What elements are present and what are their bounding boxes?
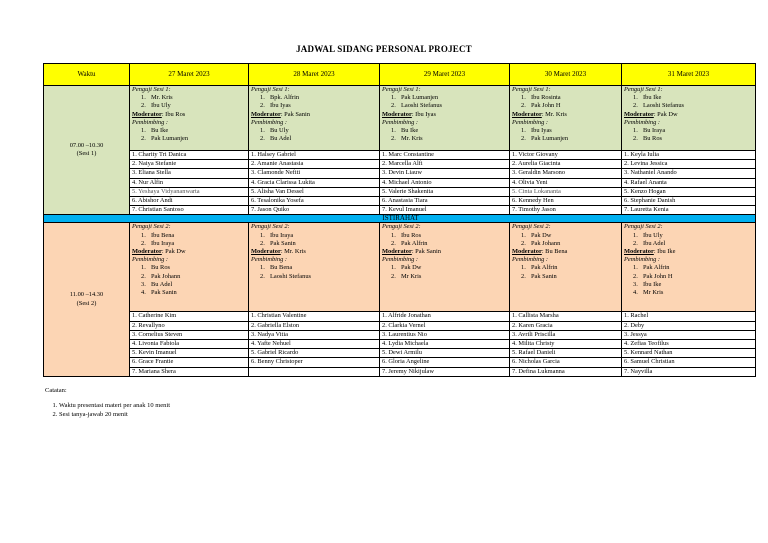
list-number: 1. xyxy=(633,231,638,239)
student-cell: 4. Lydia Michaela xyxy=(380,340,510,349)
pembimbing-item-text: Bu Adel xyxy=(151,280,173,288)
pembimbing-title: Pembimbing : xyxy=(132,118,169,126)
student-cell: 2. Marcella Alfi xyxy=(380,160,510,169)
student-cell: 3. Nathaniel Anando xyxy=(622,169,756,178)
penguji-item xyxy=(512,102,621,110)
pembimbing-item-text: Bu Ike xyxy=(401,127,419,135)
penguji-item-text: Ibu Adel xyxy=(643,239,666,247)
list-number: 4. xyxy=(633,289,638,297)
header-cell: 30 Maret 2023 xyxy=(510,64,622,86)
list-number: 1. xyxy=(391,94,396,102)
pembimbing-item xyxy=(251,264,379,272)
pembimbing-item-text: Pak Lumanjen xyxy=(531,135,569,143)
penguji-item-text: Ibu Ike xyxy=(643,94,662,102)
pembimbing-item xyxy=(624,273,755,281)
pembimbing-item-text: Bu Ike xyxy=(151,127,169,135)
penguji-item xyxy=(251,240,379,248)
student-cell: 5. Kennard Nathan xyxy=(622,349,756,358)
list-number: 2. xyxy=(633,272,638,280)
moderator-line xyxy=(382,111,509,119)
student-row xyxy=(44,349,756,358)
pembimbing-title: Pembimbing : xyxy=(382,256,419,264)
moderator-name: : Pak Dw xyxy=(653,110,678,118)
penguji-item xyxy=(251,232,379,240)
moderator-label: Moderator xyxy=(132,110,162,118)
moderator-label: Moderator xyxy=(251,248,281,256)
pembimbing-title: Pembimbing : xyxy=(624,256,661,264)
session-time-cell xyxy=(44,86,130,215)
moderator-line xyxy=(132,111,248,119)
pembimbing-item-text: Bu Adel xyxy=(270,135,292,143)
student-row xyxy=(44,160,756,169)
student-cell: 2. Naiya Stefanie xyxy=(130,160,249,169)
list-number: 1. xyxy=(260,127,265,135)
student-row xyxy=(44,330,756,339)
penguji-item-text: Ibu Bena xyxy=(151,231,175,239)
student-row xyxy=(44,178,756,187)
schedule-table xyxy=(43,63,756,377)
pembimbing-item xyxy=(132,127,248,135)
list-number: 1. xyxy=(633,264,638,272)
student-cell: 5. Valerie Shakenita xyxy=(380,187,510,196)
penguji-title: Penguji Sesi 1: xyxy=(251,86,290,93)
list-number: 2. xyxy=(391,239,396,247)
list-number: 2. xyxy=(391,272,396,280)
list-number: 1. xyxy=(141,94,146,102)
student-cell: 3. Avrili Priscilla xyxy=(510,330,622,339)
list-number: 1. xyxy=(141,127,146,135)
panel-cell xyxy=(130,86,249,151)
panel-cell xyxy=(380,86,510,151)
student-cell: 3. Devin Liauw xyxy=(380,169,510,178)
student-cell: 1. Victor Giovany xyxy=(510,151,622,160)
list-number: 1. xyxy=(391,231,396,239)
penguji-item-text: Ibu Uly xyxy=(643,231,663,239)
penguji-item xyxy=(624,102,755,110)
moderator-name: : Bu Bena xyxy=(541,248,568,256)
penguji-item xyxy=(512,94,621,102)
pembimbing-item-text: Ibu Ike xyxy=(643,280,662,288)
student-row xyxy=(44,367,756,376)
list-number: 1. xyxy=(633,127,638,135)
list-number: 1. xyxy=(521,231,526,239)
moderator-label: Moderator xyxy=(132,248,162,256)
panel-cell xyxy=(380,223,510,312)
list-number: 2. xyxy=(141,135,146,143)
moderator-label: Moderator xyxy=(251,110,281,118)
penguji-item xyxy=(132,94,248,102)
student-row xyxy=(44,358,756,367)
penguji-title: Penguji Sesi 1: xyxy=(382,86,421,93)
pembimbing-item-text: Pak Johann xyxy=(151,272,181,280)
pembimbing-item xyxy=(132,273,248,281)
student-cell: 7. Christian Santoso xyxy=(130,206,249,215)
student-cell: 5. Kenzo Hogan xyxy=(622,187,756,196)
header-cell: 29 Maret 2023 xyxy=(380,64,510,86)
break-label: ISTIRAHAT xyxy=(44,215,756,223)
penguji-title: Penguji Sesi 1: xyxy=(512,86,551,93)
student-cell: 7. Mariana Shera xyxy=(130,367,249,376)
pembimbing-item-text: Pak Sanin xyxy=(151,289,177,297)
header-cell: Waktu xyxy=(44,64,130,86)
list-number: 2. xyxy=(141,102,146,110)
pembimbing-item-text: Mr Kris xyxy=(401,272,422,280)
student-cell: 4. Michael Antonio xyxy=(380,178,510,187)
pembimbing-title: Pembimbing : xyxy=(624,118,661,126)
student-cell: 4. Zefias Teofilus xyxy=(622,340,756,349)
student-cell: 4. Livonia Fabiola xyxy=(130,340,249,349)
pembimbing-item xyxy=(382,273,509,281)
penguji-item xyxy=(624,94,755,102)
pembimbing-item xyxy=(512,135,621,143)
pembimbing-item xyxy=(251,127,379,135)
list-number: 1. xyxy=(141,264,146,272)
penguji-item xyxy=(251,102,379,110)
pembimbing-item xyxy=(512,273,621,281)
moderator-name: : Pak Sanin xyxy=(280,110,310,118)
student-cell: 7. Lauretta Kenia xyxy=(622,206,756,215)
moderator-line xyxy=(624,111,755,119)
penguji-item xyxy=(132,232,248,240)
student-cell: 6. Benny Christoper xyxy=(249,358,380,367)
pembimbing-item xyxy=(624,281,755,289)
pembimbing-item xyxy=(512,264,621,272)
panel-cell xyxy=(510,86,622,151)
pembimbing-item xyxy=(251,135,379,143)
student-cell: 1. Alfride Jonathan xyxy=(380,312,510,321)
list-number: 1. xyxy=(391,127,396,135)
pembimbing-item xyxy=(132,289,248,297)
student-cell: 4. Olivia Yeni xyxy=(510,178,622,187)
list-number: 2. xyxy=(633,135,638,143)
penguji-item-text: Ibu Ros xyxy=(401,231,422,239)
student-cell: 4. Milita Christy xyxy=(510,340,622,349)
penguji-item xyxy=(624,240,755,248)
penguji-title: Penguji Sesi 2: xyxy=(382,223,421,231)
student-cell: 2. Clarkia Vernel xyxy=(380,321,510,330)
list-number: 1. xyxy=(521,264,526,272)
student-cell: 4. Nur Alfin xyxy=(130,178,249,187)
list-number: 2. xyxy=(521,272,526,280)
list-number: 1. xyxy=(633,94,638,102)
list-number: 3. xyxy=(141,280,146,288)
pembimbing-item-text: Bu Uly xyxy=(270,127,289,135)
pembimbing-item xyxy=(512,127,621,135)
list-number: 2. xyxy=(260,102,265,110)
student-cell: 3. Clamonde Nefiti xyxy=(249,169,380,178)
student-cell: 2. Aurelia Giacinta xyxy=(510,160,622,169)
pembimbing-item xyxy=(624,289,755,297)
student-cell: 7. Nayvilla xyxy=(622,367,756,376)
penguji-item-text: Laoshi Stefanus xyxy=(643,102,684,110)
penguji-title: Penguji Sesi 2: xyxy=(624,223,663,231)
list-number: 1. xyxy=(141,231,146,239)
session-time: 07.00 –10.30 xyxy=(69,142,104,149)
session-time: 11.00 –14.30 xyxy=(69,291,104,299)
student-cell: 4. Gracia Clarissa Lukita xyxy=(249,178,380,187)
session-time-cell xyxy=(44,223,130,376)
penguji-item xyxy=(512,232,621,240)
moderator-name: : Mr. Kris xyxy=(280,248,306,256)
penguji-item-text: Ibu Iraya xyxy=(151,239,175,247)
student-cell: 1. Callista Marsha xyxy=(510,312,622,321)
student-cell: 5. Gabriel Ricardo xyxy=(249,349,380,358)
penguji-item-text: Pak Lumanjen xyxy=(401,94,439,102)
student-cell: 2. Gabriella Elston xyxy=(249,321,380,330)
student-cell xyxy=(249,367,380,376)
list-number: 1. xyxy=(391,264,396,272)
student-cell: 6. Nicholas Garcia xyxy=(510,358,622,367)
penguji-item-text: Pak Sanin xyxy=(270,239,296,247)
student-cell: 3. Nadya Vitia xyxy=(249,330,380,339)
header-row xyxy=(44,64,756,86)
notes-title: Catatan: xyxy=(45,387,67,394)
list-number: 1. xyxy=(521,127,526,135)
moderator-name: : Mr. Kris xyxy=(541,110,567,118)
student-cell: 2. Amanie Anastasia xyxy=(249,160,380,169)
pembimbing-title: Pembimbing : xyxy=(512,118,549,126)
student-cell: 2. Revallyno xyxy=(130,321,249,330)
penguji-item xyxy=(382,94,509,102)
moderator-name: : Pak Sanin xyxy=(411,248,441,256)
penguji-title: Penguji Sesi 2: xyxy=(512,223,551,231)
student-cell: 5. Yeshaya Vidyananwarta xyxy=(130,187,249,196)
student-cell: 1. Keyla Iulia xyxy=(622,151,756,160)
break-row xyxy=(44,215,756,223)
list-number: 1. xyxy=(260,264,265,272)
pembimbing-item-text: Pak Dw xyxy=(401,264,422,272)
list-number: 1. xyxy=(260,231,265,239)
moderator-label: Moderator xyxy=(512,110,542,118)
student-row xyxy=(44,321,756,330)
header-cell: 31 Maret 2023 xyxy=(622,64,756,86)
student-cell: 6. Anastasia Tiara xyxy=(380,197,510,206)
penguji-title: Penguji Sesi 2: xyxy=(132,223,171,231)
student-cell: 7. Jason Quiko xyxy=(249,206,380,215)
note-item: 2. Sesi tanya-jawab 20 menit xyxy=(59,410,170,419)
list-number: 2. xyxy=(521,135,526,143)
list-number: 2. xyxy=(633,239,638,247)
pembimbing-title: Pembimbing : xyxy=(132,256,169,264)
penguji-item-text: Ibu Uly xyxy=(151,102,171,110)
student-cell: 3. Laurentius Nio xyxy=(380,330,510,339)
moderator-name: : Ibu Ros xyxy=(161,110,186,118)
penguji-item-text: Bpk. Alfrin xyxy=(270,94,300,102)
penguji-item-text: Pak Johann xyxy=(531,239,561,247)
penguji-item-text: Laoshi Stefanus xyxy=(401,102,442,110)
pembimbing-item xyxy=(382,127,509,135)
pembimbing-item xyxy=(132,281,248,289)
student-cell: 3. Geraldin Marsono xyxy=(510,169,622,178)
penguji-title: Penguji Sesi 1: xyxy=(624,86,663,93)
moderator-line xyxy=(132,248,248,256)
moderator-label: Moderator xyxy=(624,248,654,256)
list-number: 2. xyxy=(521,102,526,110)
student-cell: 2. Deby xyxy=(622,321,756,330)
pembimbing-item xyxy=(132,135,248,143)
pembimbing-item-text: Mr. Kris xyxy=(401,135,423,143)
student-cell: 3. Eliana Stella xyxy=(130,169,249,178)
student-cell: 6. Abishor Andi xyxy=(130,197,249,206)
student-cell: 5. Alisha Van Dessel xyxy=(249,187,380,196)
pembimbing-item xyxy=(624,127,755,135)
penguji-item-text: Pak John H xyxy=(531,102,561,110)
student-row xyxy=(44,312,756,321)
moderator-label: Moderator xyxy=(382,248,412,256)
student-cell: 1. Catherine Kim xyxy=(130,312,249,321)
student-cell: 7. Kevul Imanuel xyxy=(380,206,510,215)
student-cell: 6. Kennedy Hen xyxy=(510,197,622,206)
session-label: (Sesi 2) xyxy=(76,299,97,307)
student-cell: 3. Cornelius Steven xyxy=(130,330,249,339)
pembimbing-item-text: Pak John H xyxy=(643,272,673,280)
student-cell: 5. Rafael Danieli xyxy=(510,349,622,358)
student-cell: 1. Christian Valentine xyxy=(249,312,380,321)
session-label: (Sesi 1) xyxy=(76,150,97,158)
student-cell: 3. Jessya xyxy=(622,330,756,339)
student-cell: 5. Kevin Imanuel xyxy=(130,349,249,358)
list-number: 1. xyxy=(260,94,265,102)
list-number: 2. xyxy=(260,135,265,143)
pembimbing-title: Pembimbing : xyxy=(382,118,419,126)
panel-cell xyxy=(622,223,756,312)
student-cell: 6. Samuel Christian xyxy=(622,358,756,367)
list-number: 3. xyxy=(633,280,638,288)
penguji-item xyxy=(132,102,248,110)
moderator-line xyxy=(624,248,755,256)
list-number: 2. xyxy=(633,102,638,110)
student-row xyxy=(44,206,756,215)
panel-cell xyxy=(130,223,249,312)
penguji-item xyxy=(382,232,509,240)
moderator-line xyxy=(251,111,379,119)
student-row xyxy=(44,151,756,160)
pembimbing-item-text: Pak Lumanjen xyxy=(151,135,189,143)
student-row xyxy=(44,187,756,196)
penguji-item xyxy=(132,240,248,248)
penguji-item-text: Ibu Iraya xyxy=(270,231,294,239)
penguji-item-text: Pak Alfrin xyxy=(401,239,428,247)
student-cell: 7. Defina Lukmanna xyxy=(510,367,622,376)
pembimbing-title: Pembimbing : xyxy=(251,118,288,126)
pembimbing-item-text: Laoshi Stefanus xyxy=(270,272,311,280)
pembimbing-item-text: Bu Ros xyxy=(151,264,171,272)
pembimbing-item-text: Pak Alfrin xyxy=(531,264,558,272)
student-cell: 2. Karen Gracia xyxy=(510,321,622,330)
pembimbing-item-text: Mr Kris xyxy=(643,289,664,297)
moderator-line xyxy=(382,248,509,256)
pembimbing-item xyxy=(382,135,509,143)
student-cell: 1. Halsey Gabriel xyxy=(249,151,380,160)
pembimbing-item xyxy=(624,264,755,272)
student-cell: 1. Marc Constantine xyxy=(380,151,510,160)
list-number: 4. xyxy=(141,289,146,297)
pembimbing-item xyxy=(382,264,509,272)
moderator-line xyxy=(512,248,621,256)
list-number: 2. xyxy=(260,239,265,247)
list-number: 2. xyxy=(521,239,526,247)
session-row xyxy=(44,223,756,312)
penguji-title: Penguji Sesi 1: xyxy=(132,86,171,93)
student-cell: 2. Levina Jessica xyxy=(622,160,756,169)
panel-cell xyxy=(622,86,756,151)
student-cell: 5. Dewi Armilu xyxy=(380,349,510,358)
penguji-item-text: Ibu Iyas xyxy=(270,102,291,110)
session-row xyxy=(44,86,756,151)
panel-cell xyxy=(249,223,380,312)
list-number: 2. xyxy=(391,102,396,110)
student-cell: 7. Jeremy Nikijulaw xyxy=(380,367,510,376)
penguji-item xyxy=(382,240,509,248)
header-cell: 28 Maret 2023 xyxy=(249,64,380,86)
penguji-title: Penguji Sesi 2: xyxy=(251,223,290,231)
moderator-line xyxy=(251,248,379,256)
student-cell: 5. Cinta Lokananta xyxy=(510,187,622,196)
pembimbing-item-text: Bu Ros xyxy=(643,135,663,143)
pembimbing-title: Pembimbing : xyxy=(512,256,549,264)
penguji-item-text: Pak Dw xyxy=(531,231,552,239)
student-cell: 4. Yafte Nehuel xyxy=(249,340,380,349)
penguji-item xyxy=(251,94,379,102)
header-cell: 27 Maret 2023 xyxy=(130,64,249,86)
panel-cell xyxy=(510,223,622,312)
student-cell: 1. Rachel xyxy=(622,312,756,321)
list-number: 2. xyxy=(141,239,146,247)
list-number: 2. xyxy=(141,272,146,280)
pembimbing-item-text: Ibu Iyas xyxy=(531,127,552,135)
student-cell: 6. Gloria Angeline xyxy=(380,358,510,367)
list-number: 2. xyxy=(391,135,396,143)
moderator-label: Moderator xyxy=(382,110,412,118)
moderator-name: : Pak Dw xyxy=(161,248,186,256)
note-item: 1. Waktu presentasi materi per anak 10 menit xyxy=(59,401,170,410)
moderator-label: Moderator xyxy=(624,110,654,118)
student-cell: 1. Charity Tri Danica xyxy=(130,151,249,160)
pembimbing-item-text: Bu Iraya xyxy=(643,127,666,135)
list-number: 1. xyxy=(521,94,526,102)
student-cell: 6. Stephanie Danish xyxy=(622,197,756,206)
pembimbing-item-text: Pak Alfrin xyxy=(643,264,670,272)
student-cell: 6. Tesalonika Yosefa xyxy=(249,197,380,206)
pembimbing-item-text: Pak Sanin xyxy=(531,272,557,280)
penguji-item xyxy=(512,240,621,248)
student-row xyxy=(44,169,756,178)
penguji-item-text: Mr. Kris xyxy=(151,94,173,102)
penguji-item-text: Ibu Rosinta xyxy=(531,94,561,102)
list-number: 2. xyxy=(260,272,265,280)
pembimbing-item xyxy=(132,264,248,272)
pembimbing-item xyxy=(251,273,379,281)
student-row xyxy=(44,340,756,349)
penguji-item xyxy=(382,102,509,110)
panel-cell xyxy=(249,86,380,151)
moderator-line xyxy=(512,111,621,119)
page-title: JADWAL SIDANG PERSONAL PROJECT xyxy=(296,44,472,54)
notes xyxy=(45,386,170,419)
pembimbing-item-text: Bu Bena xyxy=(270,264,293,272)
student-cell: 6. Grace Frantie xyxy=(130,358,249,367)
moderator-label: Moderator xyxy=(512,248,542,256)
student-row xyxy=(44,197,756,206)
pembimbing-item xyxy=(624,135,755,143)
penguji-item xyxy=(624,232,755,240)
pembimbing-title: Pembimbing : xyxy=(251,256,288,264)
student-cell: 7. Timothy Jason xyxy=(510,206,622,215)
moderator-name: : Ibu Iyas xyxy=(411,110,436,118)
student-cell: 4. Rafael Ananta xyxy=(622,178,756,187)
moderator-name: : Ibu Ike xyxy=(653,248,676,256)
